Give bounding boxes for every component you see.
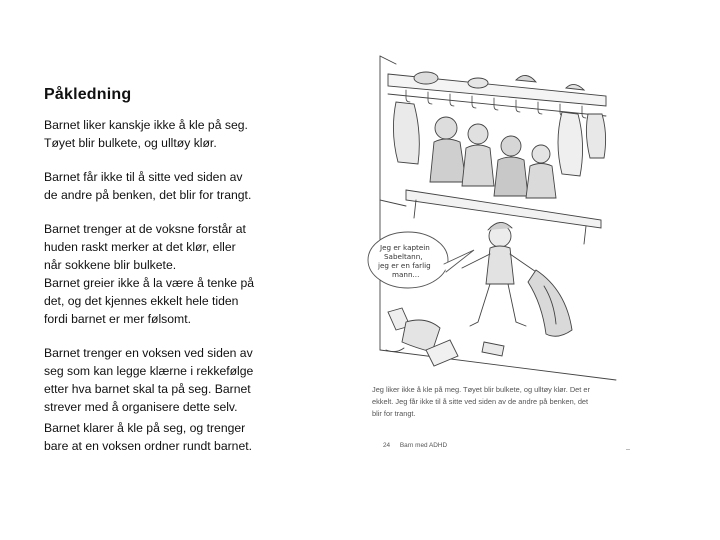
book-footer — [383, 442, 447, 449]
speech-bubble-line: mann... — [392, 270, 420, 279]
divider — [626, 449, 630, 450]
paragraph: Barnet klarer å kle på seg, og trenger bare at en voksen ordner rundt barnet. — [44, 421, 252, 453]
paragraph: Barnet trenger at de voksne forstår at huden raskt merker at det klør, eller når sokkene blir bulkete. — [44, 222, 246, 272]
text-column — [44, 86, 334, 455]
speech-bubble-line: Sabeltann, — [384, 252, 423, 261]
paragraph: Barnet greier ikke å la være å tenke på det, og det kjennes ekkelt hele tiden fordi barnet er mer følsomt. — [44, 276, 255, 326]
speech-bubble-line: Jeg er kaptein — [380, 243, 430, 252]
page-title: Påkledning — [44, 86, 132, 103]
page-number: 24 — [383, 442, 391, 449]
paragraph: Barnet får ikke til å sitte ved siden av de andre på benken, det blir for trangt. — [44, 170, 252, 202]
illustration-caption: Jeg liker ikke å kle på meg. Tøyet blir bulkete, og ulltøy klør. Det er ekkelt. Jeg får ikke til å sitte ved siden av de andre på benken, det blir for trangt. — [372, 385, 590, 418]
speech-bubble-line: jeg er en farlig — [378, 261, 431, 270]
paragraph: Barnet trenger en voksen ved siden av seg som kan legge klærne i rekkefølge etter hva barnet skal ta på seg. Barnet strever med å organisere dette selv. — [44, 346, 254, 414]
paragraph: Barnet liker kanskje ikke å kle på seg. Tøyet blir bulkete, og ulltøy klør. — [44, 118, 248, 150]
book-title: Barn med ADHD — [399, 442, 448, 449]
